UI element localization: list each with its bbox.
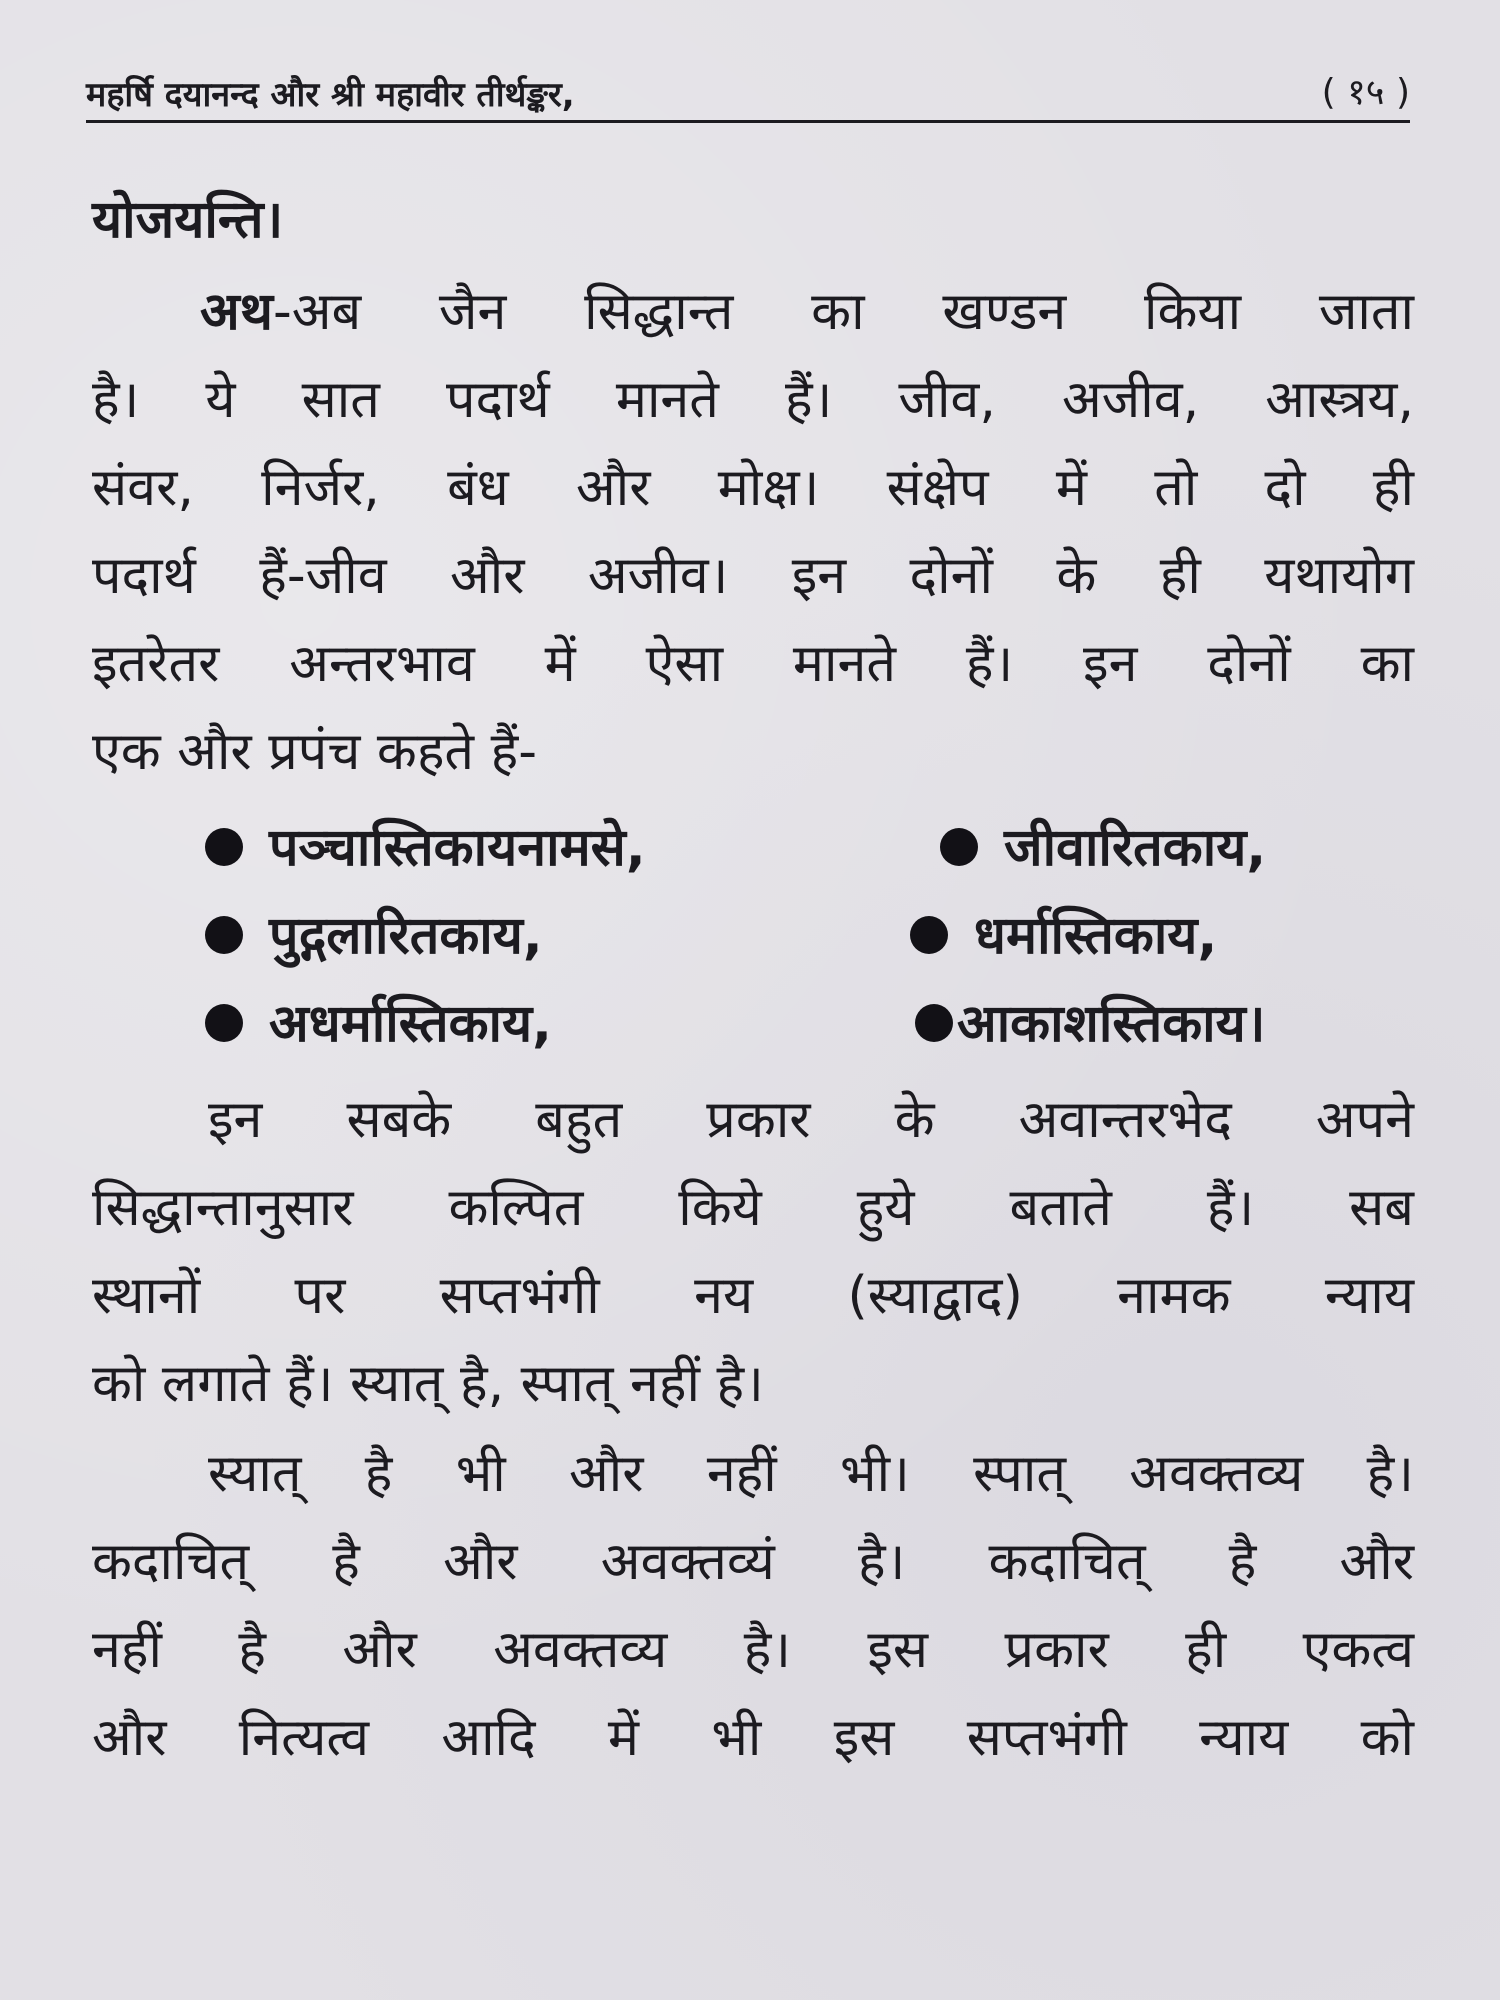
bullet-item: धर्मास्तिकाय, — [910, 896, 1217, 976]
text-line-4: संवर, निर्जर, बंध और मोक्ष। संक्षेप में तो दो ही — [92, 458, 1414, 518]
text-line-8: इन सबके बहुत प्रकार के अवान्तरभेद अपने — [208, 1090, 1414, 1150]
bullet-row-3 — [205, 984, 1415, 1064]
bullet-dot-icon — [205, 828, 243, 866]
bullet-item: आकाशस्तिकाय। — [915, 984, 1266, 1064]
lead-dash: - — [272, 282, 292, 342]
text-line-3: है। ये सात पदार्थ मानते हैं। जीव, अजीव, आस्त्रय, — [92, 370, 1414, 430]
text-line-12: स्यात् है भी और नहीं भी। स्पात् अवक्तव्य है। — [208, 1444, 1414, 1504]
text-line-6: इतरेतर अन्तरभाव में ऐसा मानते हैं। इन दोनों का — [92, 634, 1414, 694]
lead-word: अथ — [200, 282, 273, 342]
bullet-row-1 — [205, 808, 1415, 888]
text-line-1: योजयन्ति। — [92, 190, 284, 250]
text-line-2 — [200, 268, 1414, 356]
bullet-dot-icon — [205, 916, 243, 954]
text-line-5: पदार्थ हैं-जीव और अजीव। इन दोनों के ही यथायोग — [92, 546, 1414, 606]
text-line-7: एक और प्रपंच कहते हैं- — [92, 722, 537, 782]
bullet-dot-icon — [915, 1004, 953, 1042]
running-header — [86, 62, 1410, 118]
text-line-9: सिद्धान्तानुसार कल्पित किये हुये बताते हैं। सब — [92, 1178, 1414, 1238]
page-number: ( १५ ) — [1321, 72, 1410, 113]
text-line-13: कदाचित् है और अवक्तव्यं है। कदाचित् है और — [92, 1532, 1414, 1592]
bullet-item: जीवारितकाय, — [940, 808, 1266, 888]
bullet-row-2 — [205, 896, 1415, 976]
line-2-text: अब जैन सिद्धान्त का खण्डन किया जाता — [291, 282, 1414, 342]
header-title: महर्षि दयानन्द और श्री महावीर तीर्थङ्कर, — [86, 75, 575, 115]
text-line-14: नहीं है और अवक्तव्य है। इस प्रकार ही एकत्व — [92, 1620, 1414, 1680]
header-rule — [86, 120, 1410, 123]
text-line-11: को लगाते हैं। स्यात् है, स्पात् नहीं है। — [92, 1354, 764, 1414]
bullet-item: पञ्चास्तिकायनामसे, — [205, 808, 646, 888]
bullet-dot-icon — [940, 828, 978, 866]
bullet-item: पुद्गलारितकाय, — [205, 896, 543, 976]
bullet-dot-icon — [910, 916, 948, 954]
bullet-item: अधर्मास्तिकाय, — [205, 984, 552, 1064]
bullet-dot-icon — [205, 1004, 243, 1042]
text-line-10: स्थानों पर सप्तभंगी नय (स्याद्वाद) नामक न्याय — [92, 1266, 1414, 1326]
text-line-15: और नित्यत्व आदि में भी इस सप्तभंगी न्याय को — [92, 1708, 1414, 1768]
